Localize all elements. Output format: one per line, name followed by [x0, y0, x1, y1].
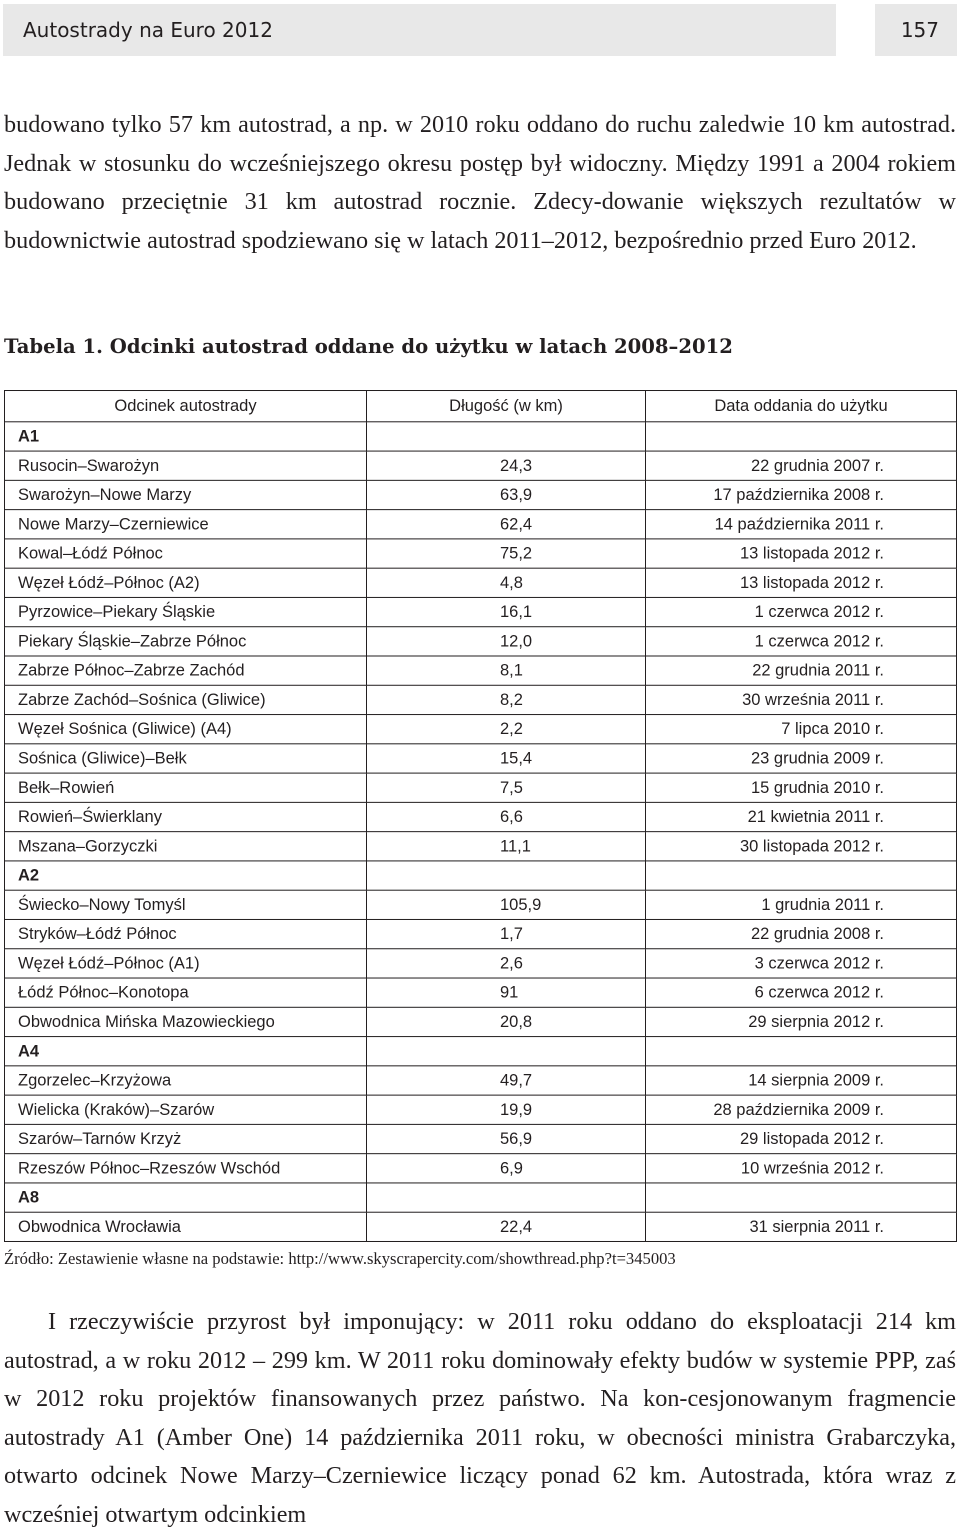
empty-cell	[367, 422, 646, 451]
table-row	[5, 597, 957, 626]
motorway-group-label: A4	[5, 1037, 367, 1066]
section-name-cell: Świecko–Nowy Tomyśl	[5, 890, 367, 919]
table-row	[5, 890, 957, 919]
table-row	[5, 949, 957, 978]
empty-cell	[646, 1183, 957, 1212]
table-row	[5, 802, 957, 831]
opening-date-cell: 1 czerwca 2012 r.	[646, 627, 957, 656]
motorway-group-label: A8	[5, 1183, 367, 1212]
section-name-cell: Pyrzowice–Piekary Śląskie	[5, 597, 367, 626]
opening-date-cell: 30 listopada 2012 r.	[646, 832, 957, 861]
table-row	[5, 978, 957, 1007]
table-row	[5, 685, 957, 714]
length-cell: 62,4	[367, 510, 646, 539]
empty-cell	[646, 422, 957, 451]
table-row	[5, 715, 957, 744]
section-name-cell: Zgorzelec–Krzyżowa	[5, 1066, 367, 1095]
section-name-cell: Nowe Marzy–Czerniewice	[5, 510, 367, 539]
length-cell: 16,1	[367, 597, 646, 626]
section-name-cell: Węzeł Łódź–Północ (A2)	[5, 568, 367, 597]
page-number: 157	[875, 4, 957, 56]
section-name-cell: Swarożyn–Nowe Marzy	[5, 480, 367, 509]
running-header-title: Autostrady na Euro 2012	[3, 4, 836, 56]
section-name-cell: Piekary Śląskie–Zabrze Północ	[5, 627, 367, 656]
table-row	[5, 1124, 957, 1153]
paragraph-continuation: I rzeczywiście przyrost był imponujący: w 2011 roku oddano do eksploatacji 214 km autostrad, a w roku 2012 – 299 km. W 2011 roku dominowały efekty budów w systemie PPP, zaś w 2012 roku projektów finansowanych przez państwo. Na kon-cesjonowanym fragmencie autostrady A1 (Amber One) 14 października 2011 roku, w obecności ministra Grabarczyka, otwarto odcinek Nowe Marzy–Czerniewice liczący ponad 62 km. Autostrada, która wraz z wcześniej otwartym odcinkiem	[4, 1308, 956, 1528]
opening-date-cell: 13 listopada 2012 r.	[646, 568, 957, 597]
length-cell: 56,9	[367, 1124, 646, 1153]
opening-date-cell: 10 września 2012 r.	[646, 1154, 957, 1183]
length-cell: 49,7	[367, 1066, 646, 1095]
length-cell: 6,6	[367, 802, 646, 831]
length-cell: 15,4	[367, 744, 646, 773]
opening-date-cell: 3 czerwca 2012 r.	[646, 949, 957, 978]
header-date: Data oddania do użytku	[646, 391, 957, 422]
length-cell: 19,9	[367, 1095, 646, 1124]
length-cell: 7,5	[367, 773, 646, 802]
opening-date-cell: 14 sierpnia 2009 r.	[646, 1066, 957, 1095]
section-name-cell: Mszana–Gorzyczki	[5, 832, 367, 861]
section-name-cell: Zabrze Zachód–Sośnica (Gliwice)	[5, 685, 367, 714]
length-cell: 11,1	[367, 832, 646, 861]
opening-date-cell: 31 sierpnia 2011 r.	[646, 1212, 957, 1241]
opening-date-cell: 28 października 2009 r.	[646, 1095, 957, 1124]
length-cell: 2,2	[367, 715, 646, 744]
section-name-cell: Węzeł Łódź–Północ (A1)	[5, 949, 367, 978]
length-cell: 1,7	[367, 919, 646, 948]
opening-date-cell: 13 listopada 2012 r.	[646, 539, 957, 568]
table-caption: Tabela 1. Odcinki autostrad oddane do użytku w latach 2008–2012	[4, 335, 733, 358]
empty-cell	[646, 1037, 957, 1066]
opening-date-cell: 22 grudnia 2008 r.	[646, 919, 957, 948]
table-row	[5, 1007, 957, 1036]
table-row	[5, 773, 957, 802]
opening-date-cell: 23 grudnia 2009 r.	[646, 744, 957, 773]
table-row	[5, 1095, 957, 1124]
table-row	[5, 919, 957, 948]
header-section: Odcinek autostrady	[5, 391, 367, 422]
table-row	[5, 480, 957, 509]
paragraph-intro: budowano tylko 57 km autostrad, a np. w 2010 roku oddano do ruchu zaledwie 10 km autostrad. Jednak w stosunku do wcześniejszego okresu postęp był widoczny. Między 1991 a 2004 rokiem budowano przeciętnie 31 km autostrad rocznie. Zdecy-dowanie większych rezultatów w budownictwie autostrad spodziewano się w latach 2011–2012, bezpośrednio przed Euro 2012.	[4, 111, 956, 254]
length-cell: 6,9	[367, 1154, 646, 1183]
table-header-row	[5, 391, 957, 422]
section-name-cell: Sośnica (Gliwice)–Bełk	[5, 744, 367, 773]
section-name-cell: Rusocin–Swarożyn	[5, 451, 367, 480]
length-cell: 2,6	[367, 949, 646, 978]
table-row	[5, 510, 957, 539]
section-name-cell: Obwodnica Wrocławia	[5, 1212, 367, 1241]
length-cell: 91	[367, 978, 646, 1007]
header-length: Długość (w km)	[367, 391, 646, 422]
length-cell: 12,0	[367, 627, 646, 656]
length-cell: 24,3	[367, 451, 646, 480]
section-name-cell: Łódź Północ–Konotopa	[5, 978, 367, 1007]
empty-cell	[367, 1037, 646, 1066]
length-cell: 105,9	[367, 890, 646, 919]
opening-date-cell: 21 kwietnia 2011 r.	[646, 802, 957, 831]
table-row	[5, 832, 957, 861]
section-name-cell: Szarów–Tarnów Krzyż	[5, 1124, 367, 1153]
opening-date-cell: 22 grudnia 2011 r.	[646, 656, 957, 685]
section-name-cell: Stryków–Łódź Północ	[5, 919, 367, 948]
table-row	[5, 451, 957, 480]
length-cell: 4,8	[367, 568, 646, 597]
table-group-row	[5, 422, 957, 451]
opening-date-cell: 1 grudnia 2011 r.	[646, 890, 957, 919]
length-cell: 8,2	[367, 685, 646, 714]
opening-date-cell: 29 sierpnia 2012 r.	[646, 1007, 957, 1036]
opening-date-cell: 14 października 2011 r.	[646, 510, 957, 539]
section-name-cell: Kowal–Łódź Północ	[5, 539, 367, 568]
opening-date-cell: 1 czerwca 2012 r.	[646, 597, 957, 626]
section-name-cell: Wielicka (Kraków)–Szarów	[5, 1095, 367, 1124]
table-group-row	[5, 1037, 957, 1066]
section-name-cell: Bełk–Rowień	[5, 773, 367, 802]
table-row	[5, 568, 957, 597]
table-row	[5, 1212, 957, 1241]
opening-date-cell: 17 października 2008 r.	[646, 480, 957, 509]
section-name-cell: Rowień–Świerklany	[5, 802, 367, 831]
opening-date-cell: 22 grudnia 2007 r.	[646, 451, 957, 480]
empty-cell	[367, 1183, 646, 1212]
length-cell: 20,8	[367, 1007, 646, 1036]
section-name-cell: Zabrze Północ–Zabrze Zachód	[5, 656, 367, 685]
motorway-sections-table	[4, 390, 957, 1242]
table-body	[5, 422, 957, 1242]
table-row	[5, 1154, 957, 1183]
length-cell: 63,9	[367, 480, 646, 509]
table-group-row	[5, 861, 957, 890]
opening-date-cell: 6 czerwca 2012 r.	[646, 978, 957, 1007]
empty-cell	[646, 861, 957, 890]
opening-date-cell: 7 lipca 2010 r.	[646, 715, 957, 744]
running-header	[3, 4, 957, 56]
section-name-cell: Węzeł Sośnica (Gliwice) (A4)	[5, 715, 367, 744]
section-name-cell: Rzeszów Północ–Rzeszów Wschód	[5, 1154, 367, 1183]
motorway-group-label: A2	[5, 861, 367, 890]
opening-date-cell: 30 września 2011 r.	[646, 685, 957, 714]
empty-cell	[367, 861, 646, 890]
opening-date-cell: 15 grudnia 2010 r.	[646, 773, 957, 802]
table-row	[5, 656, 957, 685]
table-row	[5, 744, 957, 773]
section-name-cell: Obwodnica Mińska Mazowieckiego	[5, 1007, 367, 1036]
table-row	[5, 539, 957, 568]
length-cell: 8,1	[367, 656, 646, 685]
table-row	[5, 1066, 957, 1095]
table-group-row	[5, 1183, 957, 1212]
length-cell: 75,2	[367, 539, 646, 568]
opening-date-cell: 29 listopada 2012 r.	[646, 1124, 957, 1153]
table-row	[5, 627, 957, 656]
length-cell: 22,4	[367, 1212, 646, 1241]
motorway-group-label: A1	[5, 422, 367, 451]
table-source: Źródło: Zestawienie własne na podstawie: http://www.skyscrapercity.com/showthread.php?t=345003	[4, 1249, 676, 1268]
